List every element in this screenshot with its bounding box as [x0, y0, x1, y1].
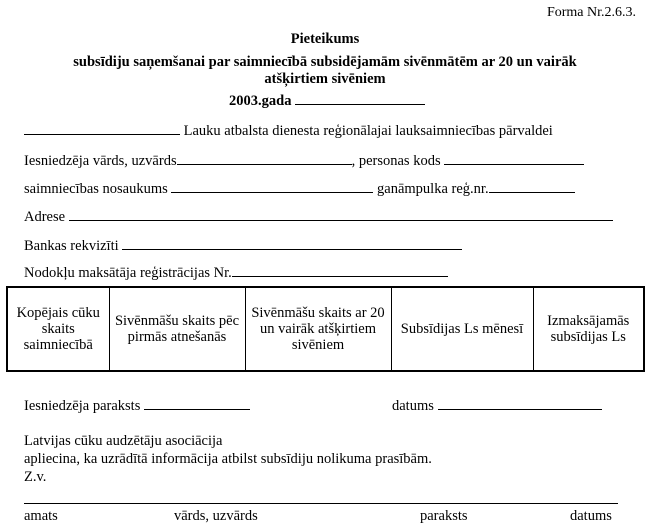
applicant-date-row [392, 395, 602, 415]
tax-reg-label: Nodokļu maksātāja reģistrācijas Nr. [24, 265, 232, 281]
year-line [229, 90, 425, 110]
applicant-date-blank[interactable] [438, 395, 602, 410]
personal-code-label: , personas kods [351, 153, 441, 169]
footer-name-label: vārds, uzvārds [174, 508, 258, 524]
date-blank[interactable] [295, 90, 425, 105]
header-sows-20-weaned: Sivēnmāšu skaits ar 20 un vairāk atšķirtiem sivēniem [245, 287, 391, 371]
applicant-sign-blank[interactable] [144, 395, 250, 410]
herd-reg-blank[interactable] [489, 178, 575, 193]
addressee-label: Lauku atbalsta dienesta reģionālajai lauksaimniecības pārvaldei [183, 123, 553, 139]
header-total-pigs: Kopējais cūku skaits saimniecībā [7, 287, 109, 371]
footer-date-label: datums [570, 508, 612, 524]
address-blank[interactable] [69, 206, 613, 221]
footer-signature-label: paraksts [420, 508, 468, 524]
footer-line[interactable] [24, 503, 618, 504]
farm-name-label: saimniecības nosaukums [24, 181, 168, 197]
applicant-date-label: datums [392, 398, 434, 414]
year-label: 2003.gada [229, 93, 292, 109]
subtitle-line-1: subsīdiju saņemšanai par saimniecībā subsidējamām sivēnmātēm ar 20 un vairāk [73, 54, 577, 70]
applicant-signature-row [24, 395, 250, 415]
personal-code-blank[interactable] [444, 150, 584, 165]
applicant-row [24, 150, 584, 170]
footer-position-label: amats [24, 508, 58, 524]
applicant-name-label: Iesniedzēja vārds, uzvārds [24, 153, 177, 169]
table-header-row [7, 287, 644, 371]
herd-reg-label: ganāmpulka reģ.nr. [377, 181, 489, 197]
farm-row [24, 178, 575, 198]
header-monthly-subsidy: Subsīdijas Ls mēnesī [391, 287, 533, 371]
bank-blank[interactable] [122, 235, 462, 250]
region-blank[interactable] [24, 120, 180, 135]
tax-row [24, 262, 448, 282]
header-payable-subsidy: Izmaksājamās subsīdijas Ls [533, 287, 644, 371]
subtitle-line-2: atšķirtiem sivēniem [264, 71, 386, 87]
association-statement: apliecina, ka uzrādītā informācija atbilst subsīdiju nolikuma prasībām. [24, 451, 432, 467]
bank-row [24, 235, 462, 255]
applicant-name-blank[interactable] [177, 150, 352, 165]
bank-label: Bankas rekvizīti [24, 238, 119, 254]
addressee-row [24, 120, 553, 140]
applicant-sign-label: Iesniedzēja paraksts [24, 398, 141, 414]
association-name: Latvijas cūku audzētāju asociācija [24, 433, 223, 449]
seal-label: Z.v. [24, 469, 47, 485]
subsidy-table [6, 286, 645, 372]
header-sows-first-farrowing: Sivēnmāšu skaits pēc pirmās atnešanās [109, 287, 245, 371]
farm-name-blank[interactable] [171, 178, 373, 193]
address-label: Adrese [24, 209, 66, 225]
form-number: Forma Nr.2.6.3. [546, 5, 636, 20]
document-subtitle [0, 54, 650, 88]
address-row [24, 206, 613, 226]
tax-reg-blank[interactable] [232, 262, 448, 277]
document-title: Pieteikums [290, 31, 360, 47]
